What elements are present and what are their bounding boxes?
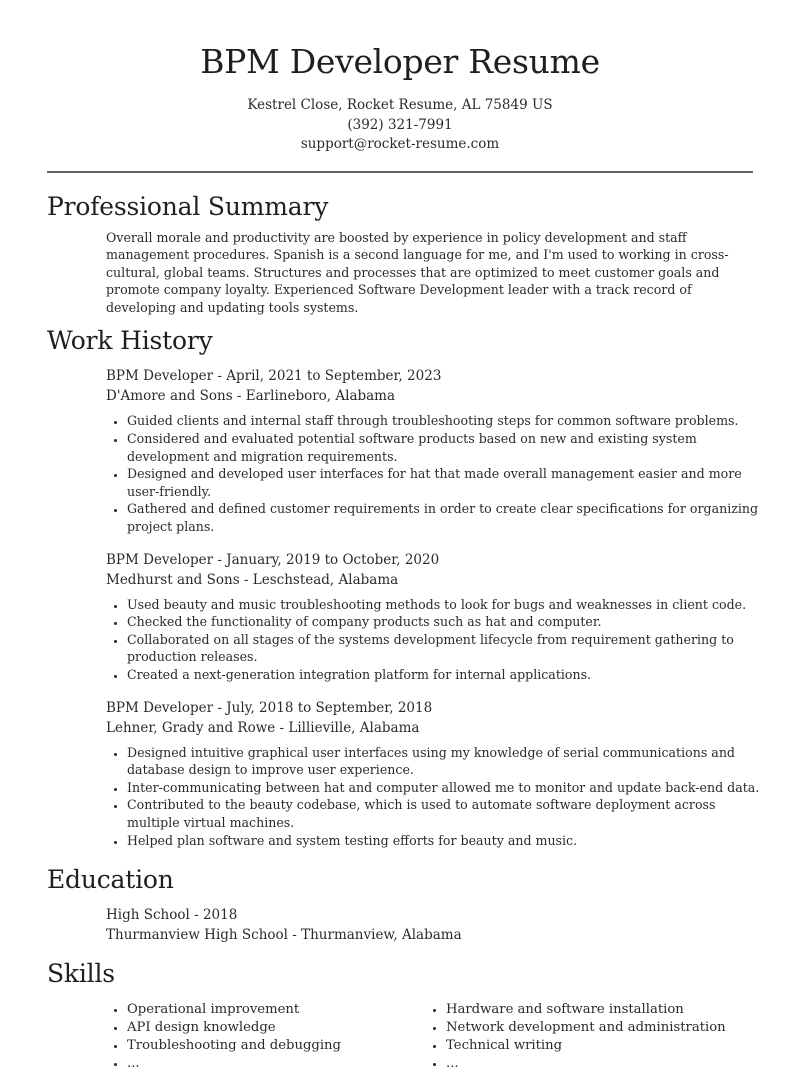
- skill-item: • Operational improvement: [127, 1001, 425, 1019]
- skill-item: • ...: [127, 1055, 425, 1072]
- contact-address: Kestrel Close, Rocket Resume, AL 75849 US: [247, 97, 553, 113]
- list-item: • Used beauty and music troubleshooting methods to look for bugs and weaknesses in client code.: [127, 596, 760, 614]
- skills-grid: [0, 1001, 800, 1072]
- section-education: [0, 863, 800, 945]
- list-item: • Checked the functionality of company products such as hat and computer.: [127, 613, 760, 631]
- job-bullets: [106, 744, 760, 850]
- contact-email: support@rocket-resume.com: [300, 136, 500, 152]
- summary-text: Overall morale and productivity are boosted by experience in policy development and staff management procedures. Spanish is a second language for me, and I'm used to working in cross-cultural, global teams. Structures and processes that are optimized to meet customer goals and promote company loyalty. Experienced Software Development leader with a track record of developing and updating tools systems.: [106, 229, 729, 315]
- skill-item: • Troubleshooting and debugging: [127, 1037, 425, 1055]
- section-heading: Skills: [47, 959, 115, 989]
- job-entry: [0, 366, 800, 535]
- job-company-location: D'Amore and Sons - Earlineboro, Alabama: [106, 388, 396, 405]
- job-bullets: [106, 596, 760, 684]
- section-heading: Education: [47, 865, 174, 895]
- skill-item: • ...: [446, 1055, 745, 1072]
- section-heading: Professional Summary: [47, 191, 329, 221]
- list-item: • Gathered and defined customer requirements in order to create clear specifications for organizing project plans.: [127, 500, 760, 535]
- resume-title: BPM Developer Resume: [200, 42, 600, 81]
- list-item: • Guided clients and internal staff through troubleshooting steps for common software problems.: [127, 412, 760, 430]
- header-divider: [47, 171, 753, 173]
- contact-phone: (392) 321-7991: [347, 116, 453, 133]
- job-title-dates: BPM Developer - April, 2021 to September, 2023: [106, 368, 442, 385]
- list-item: • Inter-communicating between hat and computer allowed me to monitor and update back-end data.: [127, 779, 760, 797]
- list-item: • Created a next-generation integration platform for internal applications.: [127, 666, 760, 684]
- job-company-location: Medhurst and Sons - Leschstead, Alabama: [106, 571, 399, 588]
- resume-header: [0, 0, 800, 155]
- skill-item: • Technical writing: [446, 1037, 745, 1055]
- education-school: Thurmanview High School - Thurmanview, Alabama: [106, 927, 462, 944]
- skill-item: • Hardware and software installation: [446, 1001, 745, 1019]
- skill-item: • API design knowledge: [127, 1019, 425, 1037]
- section-heading: Work History: [47, 326, 213, 356]
- job-title-dates: BPM Developer - July, 2018 to September, 2018: [106, 699, 433, 716]
- job-entry: [0, 698, 800, 850]
- job-title-dates: BPM Developer - January, 2019 to October, 2020: [106, 551, 440, 568]
- list-item: • Designed and developed user interfaces for hat that made overall management easier and more user-friendly.: [127, 465, 760, 500]
- skills-column-left: [106, 1001, 425, 1072]
- job-company-location: Lehner, Grady and Rowe - Lillieville, Alabama: [106, 719, 420, 736]
- list-item: • Collaborated on all stages of the systems development lifecycle from requirement gathering to production releases.: [127, 631, 760, 666]
- list-item: • Helped plan software and system testing efforts for beauty and music.: [127, 832, 760, 850]
- skill-item: • Network development and administration: [446, 1019, 745, 1037]
- contact-block: [0, 96, 800, 155]
- education-entry: [0, 905, 800, 945]
- skills-column-right: [425, 1001, 745, 1072]
- list-item: • Considered and evaluated potential software products based on new and existing system development and migration requirements.: [127, 430, 760, 465]
- section-skills: [0, 957, 800, 1072]
- section-professional-summary: [0, 190, 800, 317]
- list-item: • Designed intuitive graphical user interfaces using my knowledge of serial communications and database design to improve user experience.: [127, 744, 760, 779]
- section-work-history: [0, 324, 800, 849]
- list-item: • Contributed to the beauty codebase, which is used to automate software deployment across multiple virtual machines.: [127, 796, 760, 831]
- education-degree: High School - 2018: [106, 907, 238, 924]
- job-bullets: [106, 412, 760, 535]
- job-entry: [0, 550, 800, 684]
